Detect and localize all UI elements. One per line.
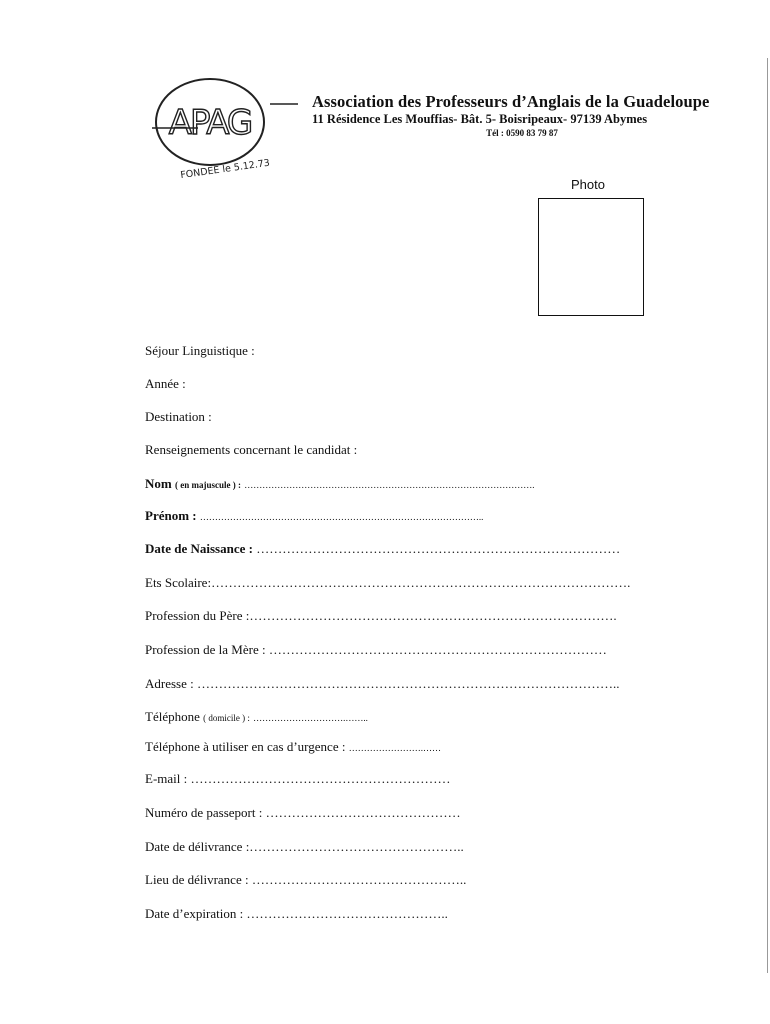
destination-field[interactable]: Destination : xyxy=(145,409,212,424)
photo-label: Photo xyxy=(571,177,605,192)
naissance-field[interactable] xyxy=(145,541,620,557)
organization-name: Association des Professeurs d’Anglais de la Guadeloupe xyxy=(312,92,710,111)
nom-dots: ……………………………………………………………………………………. xyxy=(244,480,535,490)
photo-box[interactable] xyxy=(538,198,644,316)
letterhead xyxy=(312,92,752,138)
logo-text: APAG xyxy=(168,103,252,143)
nom-note: ( en majuscule ) : xyxy=(174,480,241,490)
telephone-domicile-field[interactable] xyxy=(145,709,368,725)
prenom-dots: ………………………………………………………………………………….. xyxy=(199,512,484,522)
profession-pere-field[interactable]: Profession du Père :…………………………………………………………………………. xyxy=(145,608,617,623)
date-delivrance-field[interactable]: Date de délivrance :………………………………………….. xyxy=(145,839,464,854)
naissance-label: Date de Naissance : xyxy=(145,541,253,556)
apag-logo xyxy=(150,70,300,195)
lieu-delivrance-field[interactable]: Lieu de délivrance : ………………………………………….. xyxy=(145,872,467,887)
telephone-label: Téléphone xyxy=(145,709,200,724)
prenom-field[interactable] xyxy=(145,508,483,524)
naissance-dots: ………………………………………………………………………… xyxy=(256,541,621,556)
email-field[interactable]: E-mail : …………………………………………………… xyxy=(145,771,451,786)
urgence-label: Téléphone à utiliser en cas d’urgence : xyxy=(145,739,346,754)
nom-field[interactable] xyxy=(145,476,534,492)
ets-scolaire-field[interactable]: Ets Scolaire:……………………………………………………………………………………. xyxy=(145,575,631,590)
date-expiration-field[interactable]: Date d’expiration : ……………………………………….. xyxy=(145,906,448,921)
organization-phone: Tél : 0590 83 79 87 xyxy=(486,128,558,138)
nom-label: Nom xyxy=(145,476,172,491)
page-edge-rule xyxy=(767,58,768,973)
telephone-urgence-field[interactable] xyxy=(145,739,441,755)
annee-field[interactable]: Année : xyxy=(145,376,186,391)
telephone-note: ( domicile ) : xyxy=(203,713,250,723)
profession-mere-field[interactable]: Profession de la Mère : …………………………………………………………………… xyxy=(145,642,607,657)
organization-address: 11 Résidence Les Mouffias- Bât. 5- Boisripeaux- 97139 Abymes xyxy=(312,112,648,126)
renseignements-heading: Renseignements concernant le candidat : xyxy=(145,442,358,457)
sejour-field[interactable]: Séjour Linguistique : xyxy=(145,343,255,358)
passeport-field[interactable]: Numéro de passeport : ……………………………………… xyxy=(145,805,461,820)
prenom-label: Prénom : xyxy=(145,508,197,523)
urgence-dots: …………………….…… xyxy=(348,743,441,753)
logo-subtext: FONDEE le 5.12.73 xyxy=(179,157,271,182)
telephone-dots: ………………………….…….. xyxy=(253,713,368,723)
adresse-field[interactable]: Adresse : …………………………………………………………………………………….. xyxy=(145,676,620,691)
